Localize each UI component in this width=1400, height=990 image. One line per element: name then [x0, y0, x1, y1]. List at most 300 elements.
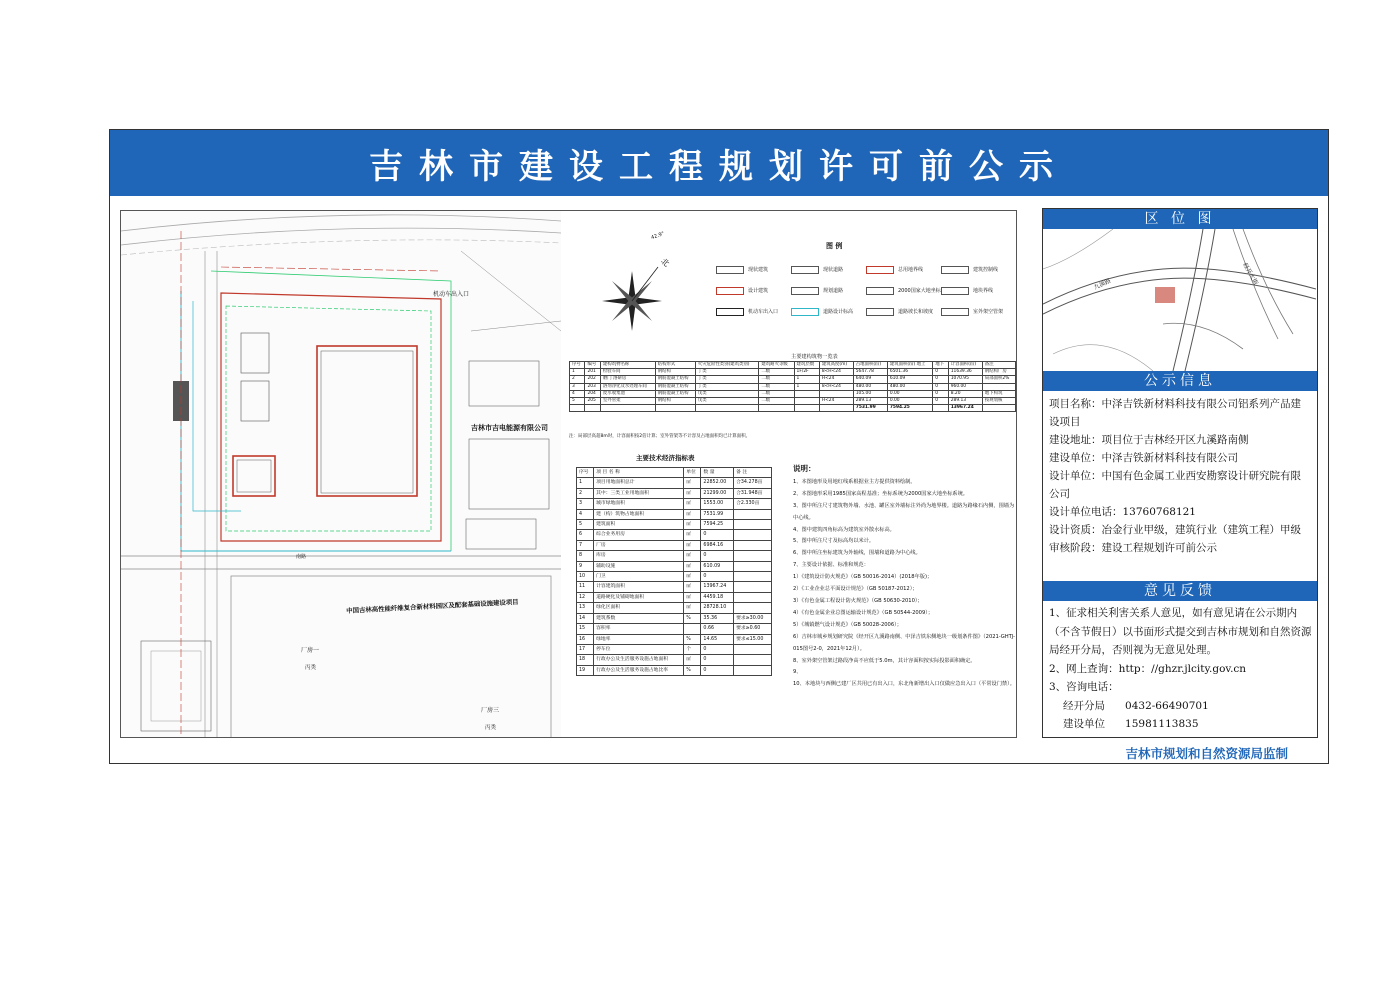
table-cell: [734, 520, 772, 530]
table-cell: ㎡: [684, 499, 701, 509]
table-cell: 7: [577, 540, 594, 550]
legend-swatch: [716, 287, 744, 295]
table-cell: 计容面积(㎡): [948, 362, 982, 369]
table-cell: 序号: [577, 468, 594, 478]
legend-item: [791, 259, 866, 280]
table-row: [577, 644, 772, 654]
opinion-title: 意见反馈: [1043, 581, 1317, 601]
table-cell: 0: [933, 369, 948, 376]
table-cell: ㎡: [684, 530, 701, 540]
table-cell: 0: [933, 390, 948, 397]
table-cell: 1F/2F: [794, 369, 819, 376]
table-cell: ㎡: [684, 572, 701, 582]
legend-label: 现状道路: [823, 267, 844, 273]
table-cell: 0.00: [887, 398, 932, 405]
table-cell: 道路硬化及铺砌地面积: [594, 592, 684, 602]
legend-swatch: [791, 287, 819, 295]
opinion-item-3: 3、咨询电话：: [1049, 681, 1119, 693]
table-cell: 0: [701, 655, 734, 665]
table-cell: 二级: [759, 398, 794, 405]
table-cell: ㎡: [684, 655, 701, 665]
table-total-cell: 7594.25: [887, 405, 932, 412]
legend-label: 道路设计标高: [823, 309, 854, 315]
table-row: [577, 499, 772, 509]
table-cell: 289.13: [948, 398, 982, 405]
table-cell: 项目用地面积总计: [594, 478, 684, 488]
table-cell: 6984.16: [701, 540, 734, 550]
table-cell: 备 注: [734, 468, 772, 478]
note-item: 3）《有色金属工程设计防火规范》（GB 50630-2010）；: [793, 597, 923, 604]
note-item: 9、: [793, 669, 802, 676]
table-cell: 11: [577, 582, 594, 592]
table-cell: 1: [577, 478, 594, 488]
table-cell: 建筑高度(m): [819, 362, 853, 369]
project-label: 中国吉林高性能纤维复合新材料园区及配套基础设施建设项目: [346, 597, 519, 615]
bearing-label: 42.9°: [650, 230, 666, 242]
table-row: [577, 478, 772, 488]
table-row: [570, 383, 1016, 390]
table-cell: 编号: [585, 362, 600, 369]
econ-table: [576, 467, 772, 676]
legend-label: 规划道路: [823, 288, 844, 294]
table-cell: 960.00: [948, 383, 982, 390]
note-item: 4、图中建筑四角标高为建筑室外散水标高。: [793, 526, 895, 533]
table-cell: 204: [585, 390, 600, 397]
factory3-sub: 丙类: [485, 725, 497, 731]
table-row: [577, 572, 772, 582]
table-cell: 钢筋混凝土结构: [655, 383, 695, 390]
table-cell: 19: [577, 665, 594, 675]
table-cell: 行政办公及生活服务设施占地比率: [594, 665, 684, 675]
table-cell: 610.09: [887, 376, 932, 383]
table-cell: 其中：三类工业用地面积: [594, 488, 684, 498]
note-item: 6）吉林市城乡规划研究院《经开区九溪路南侧、中泽吉铁东侧地块一级划条件图》（2021-GHTJ-015图号2-0，2021年12月）。: [793, 633, 1016, 652]
legend-item: [716, 280, 791, 301]
table-cell: 480.00: [853, 383, 887, 390]
table-cell: ㎡: [684, 592, 701, 602]
table-cell: 17: [577, 644, 594, 654]
table-cell: 5: [570, 398, 585, 405]
table-cell: [794, 398, 819, 405]
table-cell: 钢筋混凝土结构: [655, 376, 695, 383]
table-cell: 0.66: [701, 624, 734, 634]
table-cell: 室外管架: [600, 398, 655, 405]
table-row: [577, 613, 772, 623]
table-cell: 0: [701, 665, 734, 675]
table-cell: 480.00: [887, 383, 932, 390]
legend-swatch: [866, 287, 894, 295]
factory1-sub: 丙类: [305, 665, 317, 671]
footer-issuer: 吉林市规划和自然资源局监制: [1125, 746, 1288, 761]
table-cell: 8<H<24: [819, 383, 853, 390]
table-cell: ㎡: [684, 582, 701, 592]
table-cell: 640.09: [853, 376, 887, 383]
phone-row-1: [1049, 697, 1313, 716]
building-table: [569, 361, 1016, 412]
table-cell: 库房: [594, 551, 684, 561]
legend-label: 2000国家大地坐标: [898, 288, 941, 294]
legend-label: 室外架空管架: [973, 309, 1004, 315]
legend-label: 建筑控制线: [973, 267, 999, 273]
table-cell: 建（构）筑物占地面积: [594, 509, 684, 519]
legend-swatch: [941, 287, 969, 295]
table-cell: 2: [577, 488, 594, 498]
loc-road-1: 九溪路: [1092, 277, 1113, 292]
title-banner: [110, 130, 1328, 196]
table-cell: [819, 390, 853, 397]
table-cell: 0: [933, 376, 948, 383]
table-cell: 合34.278亩: [734, 478, 772, 488]
table-cell: 按规划核: [982, 398, 1015, 405]
legend-label: 机动车出入口: [748, 309, 779, 315]
table-cell: 停车位: [594, 644, 684, 654]
location-map-svg: [1043, 229, 1316, 371]
table-cell: 4: [577, 509, 594, 519]
table-cell: [734, 665, 772, 675]
table-cell: 6501.36: [887, 369, 932, 376]
table-cell: [655, 405, 695, 412]
table-cell: [982, 383, 1015, 390]
table-cell: 5647.78: [853, 369, 887, 376]
note-item: 1）《建筑设计防火规范》（GB 50016-2014）(2018年版)；: [793, 574, 933, 581]
table-cell: 28728.10: [701, 603, 734, 613]
table-cell: 地下: [933, 362, 948, 369]
table-cell: 废水收集池: [600, 390, 655, 397]
note-item: 7、主要设计依据、标准和规范：: [793, 562, 869, 569]
phone-label-1: 经开分局: [1063, 699, 1105, 712]
table-cell: 单位: [684, 468, 701, 478]
factory3-label: 厂房三: [481, 707, 500, 714]
table-cell: 绿化区面积: [594, 603, 684, 613]
table-row: [577, 634, 772, 644]
table-cell: [585, 405, 600, 412]
table-cell: 6: [577, 530, 594, 540]
table-row: [577, 509, 772, 519]
table-cell: 0: [701, 551, 734, 561]
table-cell: 3: [570, 383, 585, 390]
info-section: [1043, 391, 1317, 559]
table-cell: [734, 509, 772, 519]
table-cell: 项 目 名 称: [594, 468, 684, 478]
site-plan-map: [121, 211, 561, 738]
table-cell: ㎡: [684, 488, 701, 498]
table-cell: 门卫: [594, 572, 684, 582]
table-row: [577, 551, 772, 561]
table-cell: 二级: [759, 383, 794, 390]
table-cell: 丁类: [695, 383, 759, 390]
table-cell: 4: [570, 390, 585, 397]
table-cell: 1: [794, 376, 819, 383]
table-cell: 8<H<24: [819, 369, 853, 376]
table-cell: 5: [577, 520, 594, 530]
info-line: 设计单位电话：13760768121: [1049, 506, 1196, 518]
legend-swatch: [716, 308, 744, 316]
table-cell: 个: [684, 644, 701, 654]
table-cell: %: [684, 634, 701, 644]
table-cell: 建构筑物名称: [600, 362, 655, 369]
legend-item: [941, 280, 1016, 301]
table-row: [577, 592, 772, 602]
table-cell: [734, 572, 772, 582]
table-cell: 建筑层数: [794, 362, 819, 369]
table-cell: 行政办公及生活服务设施占地面积: [594, 655, 684, 665]
table-cell: ㎡: [684, 551, 701, 561]
page-title: 吉林市建设工程规划许可前公示: [369, 146, 1069, 187]
table-row: [577, 520, 772, 530]
table-cell: 局部面积2%: [982, 376, 1015, 383]
table-cell: 9: [577, 561, 594, 571]
table-cell: ㎡: [684, 540, 701, 550]
location-map: [1043, 229, 1317, 371]
table-cell: [695, 405, 759, 412]
table-cell: 要求≤15.00: [734, 634, 772, 644]
opinion-item-1: 1、征求相关利害关系人意见，如有意见请在公示期内（不含节假日）以书面形式提交到吉林市规划和自然资源局经开分局，否则视为无意见处理。: [1049, 607, 1312, 656]
info-line: 建设地址：项目位于吉林经开区九溪路南侧: [1049, 434, 1249, 446]
note-item: 2、本图地形采用1985国家高程基准；坐标系统为2000国家大地坐标系统。: [793, 490, 968, 497]
legend-item: [941, 259, 1016, 280]
table-cell: 0: [701, 644, 734, 654]
table-cell: 厂房: [594, 540, 684, 550]
table-cell: %: [684, 613, 701, 623]
table-cell: [933, 405, 948, 412]
table-row: [570, 369, 1016, 376]
table-cell: 7594.25: [701, 520, 734, 530]
legend-swatch: [866, 308, 894, 316]
north-label: 北: [659, 256, 671, 269]
table-cell: ㎡: [684, 478, 701, 488]
table-cell: ㎡: [684, 603, 701, 613]
table-cell: 建筑耐火等级: [759, 362, 794, 369]
table-cell: 13: [577, 603, 594, 613]
table-cell: 序号: [570, 362, 585, 369]
table-total-cell: 7531.99: [853, 405, 887, 412]
table-header-row: [570, 362, 1016, 369]
table-cell: [734, 530, 772, 540]
legend-item: [716, 259, 791, 280]
table-cell: 16: [577, 634, 594, 644]
table-cell: 105.00: [853, 390, 887, 397]
table-cell: 1: [570, 369, 585, 376]
table-row: [577, 655, 772, 665]
table-cell: 要求≥30.00: [734, 613, 772, 623]
table-cell: 合2.330亩: [734, 499, 772, 509]
legend-swatch: [791, 266, 819, 274]
table-row: [577, 561, 772, 571]
building-table-note: 注：局部层高超8m时，计容面积按2倍计算；室外管架等不计容及占地面积均已计算面积。: [569, 434, 751, 439]
table-cell: 城市绿地面积: [594, 499, 684, 509]
table-row: [570, 376, 1016, 383]
info-line: 项目名称：中泽吉铁新材料科技有限公司铝系列产品建设项目: [1049, 398, 1301, 428]
table-cell: [600, 405, 655, 412]
location-map-title: 区 位 图: [1043, 209, 1317, 229]
table-cell: 地下构筑: [982, 390, 1015, 397]
table-cell: 201: [585, 369, 600, 376]
table-cell: [734, 540, 772, 550]
table-cell: 戊类: [695, 390, 759, 397]
table-header-row: [577, 468, 772, 478]
table-cell: 二级: [759, 376, 794, 383]
table-cell: [734, 603, 772, 613]
note-item: 4）《有色金属企业总图运输设计规范》（GB 50544-2009）；: [793, 609, 934, 616]
table-cell: [819, 405, 853, 412]
legend-item: [866, 259, 941, 280]
legend-swatch: [791, 308, 819, 316]
table-cell: 8: [577, 551, 594, 561]
table-cell: 1553.00: [701, 499, 734, 509]
table-cell: 610.09: [701, 561, 734, 571]
legend-swatch: [941, 308, 969, 316]
table-cell: 0: [701, 530, 734, 540]
legend-item: [866, 280, 941, 301]
table-cell: [570, 405, 585, 412]
note-item: 3、图中所注尺寸建筑物外墙、水池、罐区室外墙标注外尚为地界楼。道路为路缘石内侧，围墙为中心线。: [793, 502, 1015, 521]
table-cell: 0: [701, 572, 734, 582]
legend-item: [866, 301, 941, 322]
table-cell: 要求≥0.60: [734, 624, 772, 634]
road-label: 南路: [296, 554, 307, 560]
note-item: 5、图中所注尺寸及标高均以米计。: [793, 538, 875, 545]
table-row: [577, 582, 772, 592]
legend-item: [791, 280, 866, 301]
table-cell: 钢筋混凝土结构: [655, 390, 695, 397]
table-cell: 0: [933, 398, 948, 405]
note-item: 10、本地块与西侧已建厂区共用已有出入口，东北角新增出入口仅做应急出入口（平常设门禁）。: [793, 681, 1015, 688]
info-line: 设计资质：冶金行业甲级，建筑行业（建筑工程）甲级: [1049, 524, 1301, 536]
table-cell: 辅助设施: [594, 561, 684, 571]
table-cell: ㎡: [684, 520, 701, 530]
entrance-label: 机动车出入口: [433, 291, 470, 298]
info-title: 公示信息: [1043, 371, 1317, 391]
table-cell: 14: [577, 613, 594, 623]
table-cell: %: [684, 665, 701, 675]
legend-label: 地块界线: [973, 288, 994, 294]
building-table-title: 主要建构筑物一览表: [791, 354, 838, 360]
legend-swatch: [866, 266, 894, 274]
table-cell: 18: [577, 655, 594, 665]
table-cell: 备注: [982, 362, 1015, 369]
econ-table-title: 主要技术经济指标表: [636, 454, 695, 462]
table-cell: 0: [933, 383, 948, 390]
design-notes: [793, 463, 1017, 691]
table-cell: 火灾危险性类别(建筑类别): [695, 362, 759, 369]
table-cell: 建筑系数: [594, 613, 684, 623]
table-cell: 建筑面积: [594, 520, 684, 530]
table-cell: 容积率: [594, 624, 684, 634]
legend: [716, 259, 1016, 319]
table-row: [577, 540, 772, 550]
table-cell: [982, 405, 1015, 412]
info-line: 审核阶段：建设工程规划许可前公示: [1049, 542, 1217, 554]
info-line: 建设单位：中泽吉铁新材料科技有限公司: [1049, 452, 1238, 464]
note-item: 6、图中所注坐标建筑为外轴线，围墙和道路为中心线。: [793, 550, 921, 557]
legend-item: [791, 301, 866, 322]
legend-swatch: [716, 266, 744, 274]
table-cell: [684, 624, 701, 634]
table-cell: [759, 405, 794, 412]
table-cell: [734, 561, 772, 571]
table-cell: [734, 644, 772, 654]
info-line: 设计单位：中国有色金属工业西安勘察设计研究院有限公司: [1049, 470, 1301, 500]
table-cell: ㎡: [684, 561, 701, 571]
table-cell: 35.36: [701, 613, 734, 623]
table-cell: [734, 655, 772, 665]
table-cell: 14.65: [701, 634, 734, 644]
table-cell: 数 量: [701, 468, 734, 478]
table-cell: 8.20: [948, 390, 982, 397]
table-cell: 11639.36: [948, 369, 982, 376]
table-cell: 202: [585, 376, 600, 383]
table-cell: [734, 592, 772, 602]
table-cell: 综合业务用房: [594, 530, 684, 540]
table-cell: [734, 551, 772, 561]
factory1-label: 厂房一: [301, 647, 320, 654]
table-cell: 合31.948亩: [734, 488, 772, 498]
table-cell: 溶剂净化及水处理车间: [600, 383, 655, 390]
table-cell: 7531.99: [701, 509, 734, 519]
table-cell: 钢结构: [655, 398, 695, 405]
table-cell: 丁类: [695, 376, 759, 383]
side-panel: [1042, 208, 1318, 738]
loc-road-2: 经开大街: [1241, 261, 1260, 287]
legend-label: 总用地界线: [898, 267, 924, 273]
note-item: 2）《工业企业总平面设计规范》（GB 50187-2012）；: [793, 586, 918, 593]
table-cell: 占地面积(㎡): [853, 362, 887, 369]
table-cell: 2: [570, 376, 585, 383]
table-cell: 3: [577, 499, 594, 509]
legend-label: 道路坡长和坡度: [898, 309, 934, 315]
table-total-row: [570, 405, 1016, 412]
table-cell: 0.00: [887, 390, 932, 397]
table-cell: 289.13: [853, 398, 887, 405]
table-cell: 203: [585, 383, 600, 390]
table-row: [577, 624, 772, 634]
legend-label: 现状建筑: [748, 267, 769, 273]
legend-label: 设计建筑: [748, 288, 769, 294]
table-cell: 计容建筑面积: [594, 582, 684, 592]
table-row: [570, 390, 1016, 397]
table-cell: [794, 390, 819, 397]
opinion-item-2: 2、网上查询：http：//ghzr.jlcity.gov.cn: [1049, 662, 1247, 675]
table-cell: 205: [585, 398, 600, 405]
table-cell: 检验车间: [600, 369, 655, 376]
table-row: [577, 488, 772, 498]
table-cell: 钢结构: [655, 369, 695, 376]
table-cell: 绿地率: [594, 634, 684, 644]
table-cell: 1: [794, 383, 819, 390]
site-plan-drawing: [120, 210, 1017, 738]
table-cell: 结构形式: [655, 362, 695, 369]
table-cell: 戊类: [695, 398, 759, 405]
table-cell: 13967.24: [701, 582, 734, 592]
table-total-cell: 13967.24: [948, 405, 982, 412]
table-cell: 钢结构厂房: [982, 369, 1015, 376]
table-cell: 21299.00: [701, 488, 734, 498]
table-cell: [794, 405, 819, 412]
table-cell: 10: [577, 572, 594, 582]
table-row: [570, 398, 1016, 405]
legend-item: [941, 301, 1016, 322]
table-cell: ㎡: [684, 509, 701, 519]
table-cell: H<24: [819, 376, 853, 383]
note-item: 8、室外架空管架过路段净高不应低于5.0m，其计容面积按实际投影面积确定。: [793, 657, 976, 664]
table-row: [577, 530, 772, 540]
note-item: 5）《城镇燃气设计规范》（GB 50028-2006）；: [793, 621, 902, 628]
legend-item: [716, 301, 791, 322]
table-cell: [734, 582, 772, 592]
phone-number-1: 0432-66490701: [1125, 699, 1209, 712]
table-cell: 二级: [759, 369, 794, 376]
table-cell: H<24: [819, 398, 853, 405]
